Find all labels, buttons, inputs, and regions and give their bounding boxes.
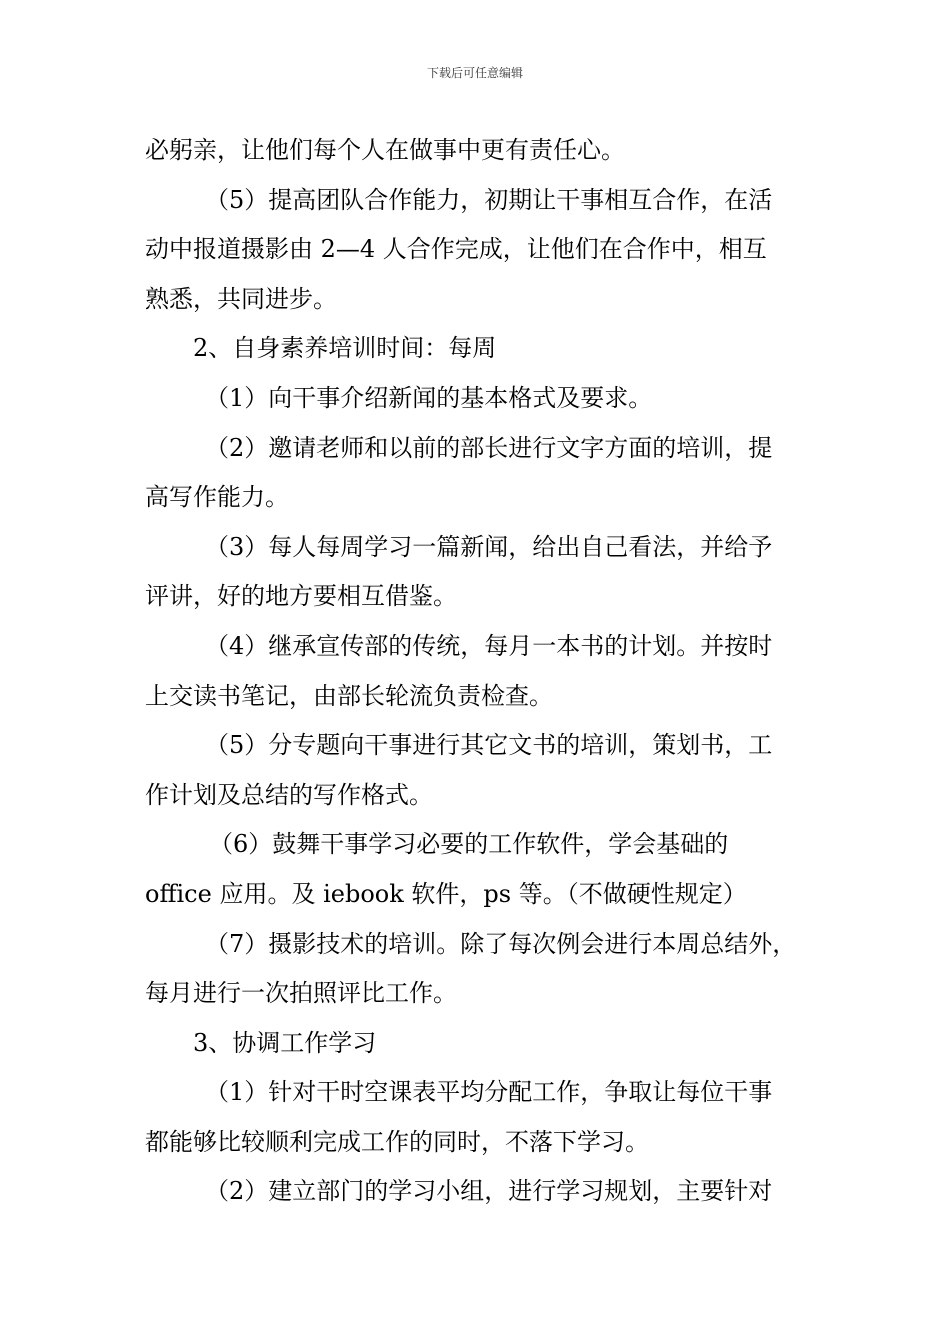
paragraph-line: （6）鼓舞干事学习必要的工作软件，学会基础的: [209, 830, 729, 859]
paragraph-line: （1）针对干时空课表平均分配工作，争取让每位干事: [205, 1078, 773, 1107]
paragraph-line: （7）摄影技术的培训。除了每次例会进行本周总结外，: [205, 929, 797, 958]
paragraph-line: 每月进行一次拍照评比工作。: [145, 979, 457, 1008]
paragraph-line: （5）分专题向干事进行其它文书的培训，策划书，工: [205, 731, 773, 760]
paragraph-line: office 应用。及 iebook 软件，ps 等。（不做硬性规定）: [145, 879, 747, 908]
paragraph-line: （2）建立部门的学习小组，进行学习规划，主要针对: [205, 1177, 773, 1206]
paragraph-line: 作计划及总结的写作格式。: [145, 780, 433, 809]
paragraph-line: （1）向干事介绍新闻的基本格式及要求。: [205, 383, 653, 412]
paragraph-line: 上交读书笔记，由部长轮流负责检查。: [145, 681, 553, 710]
paragraph-line: 动中报道摄影由 2—4 人合作完成，让他们在合作中，相互: [145, 235, 767, 264]
paragraph-line: （5）提高团队合作能力，初期让干事相互合作，在活: [205, 185, 773, 214]
paragraph-line: 熟悉，共同进步。: [145, 284, 337, 313]
page-header: 下载后可任意编辑: [426, 66, 523, 80]
paragraph-line: 必躬亲，让他们每个人在做事中更有责任心。: [145, 136, 625, 164]
paragraph-line: （3）每人每周学习一篇新闻，给出自己看法，并给予: [205, 532, 773, 561]
paragraph-line: 高写作能力。: [145, 483, 289, 512]
paragraph-line: （2）邀请老师和以前的部长进行文字方面的培训，提: [205, 433, 773, 462]
paragraph-line: 都能够比较顺利完成工作的同时，不落下学习。: [145, 1127, 649, 1156]
document-body: [145, 126, 810, 1217]
section-heading: 3、协调工作学习: [193, 1028, 377, 1057]
paragraph-line: 评讲，好的地方要相互借鉴。: [145, 582, 457, 611]
section-heading: 2、自身素养培训时间：每周: [193, 334, 497, 363]
paragraph-line: （4）继承宣传部的传统，每月一本书的计划。并按时: [205, 631, 773, 660]
